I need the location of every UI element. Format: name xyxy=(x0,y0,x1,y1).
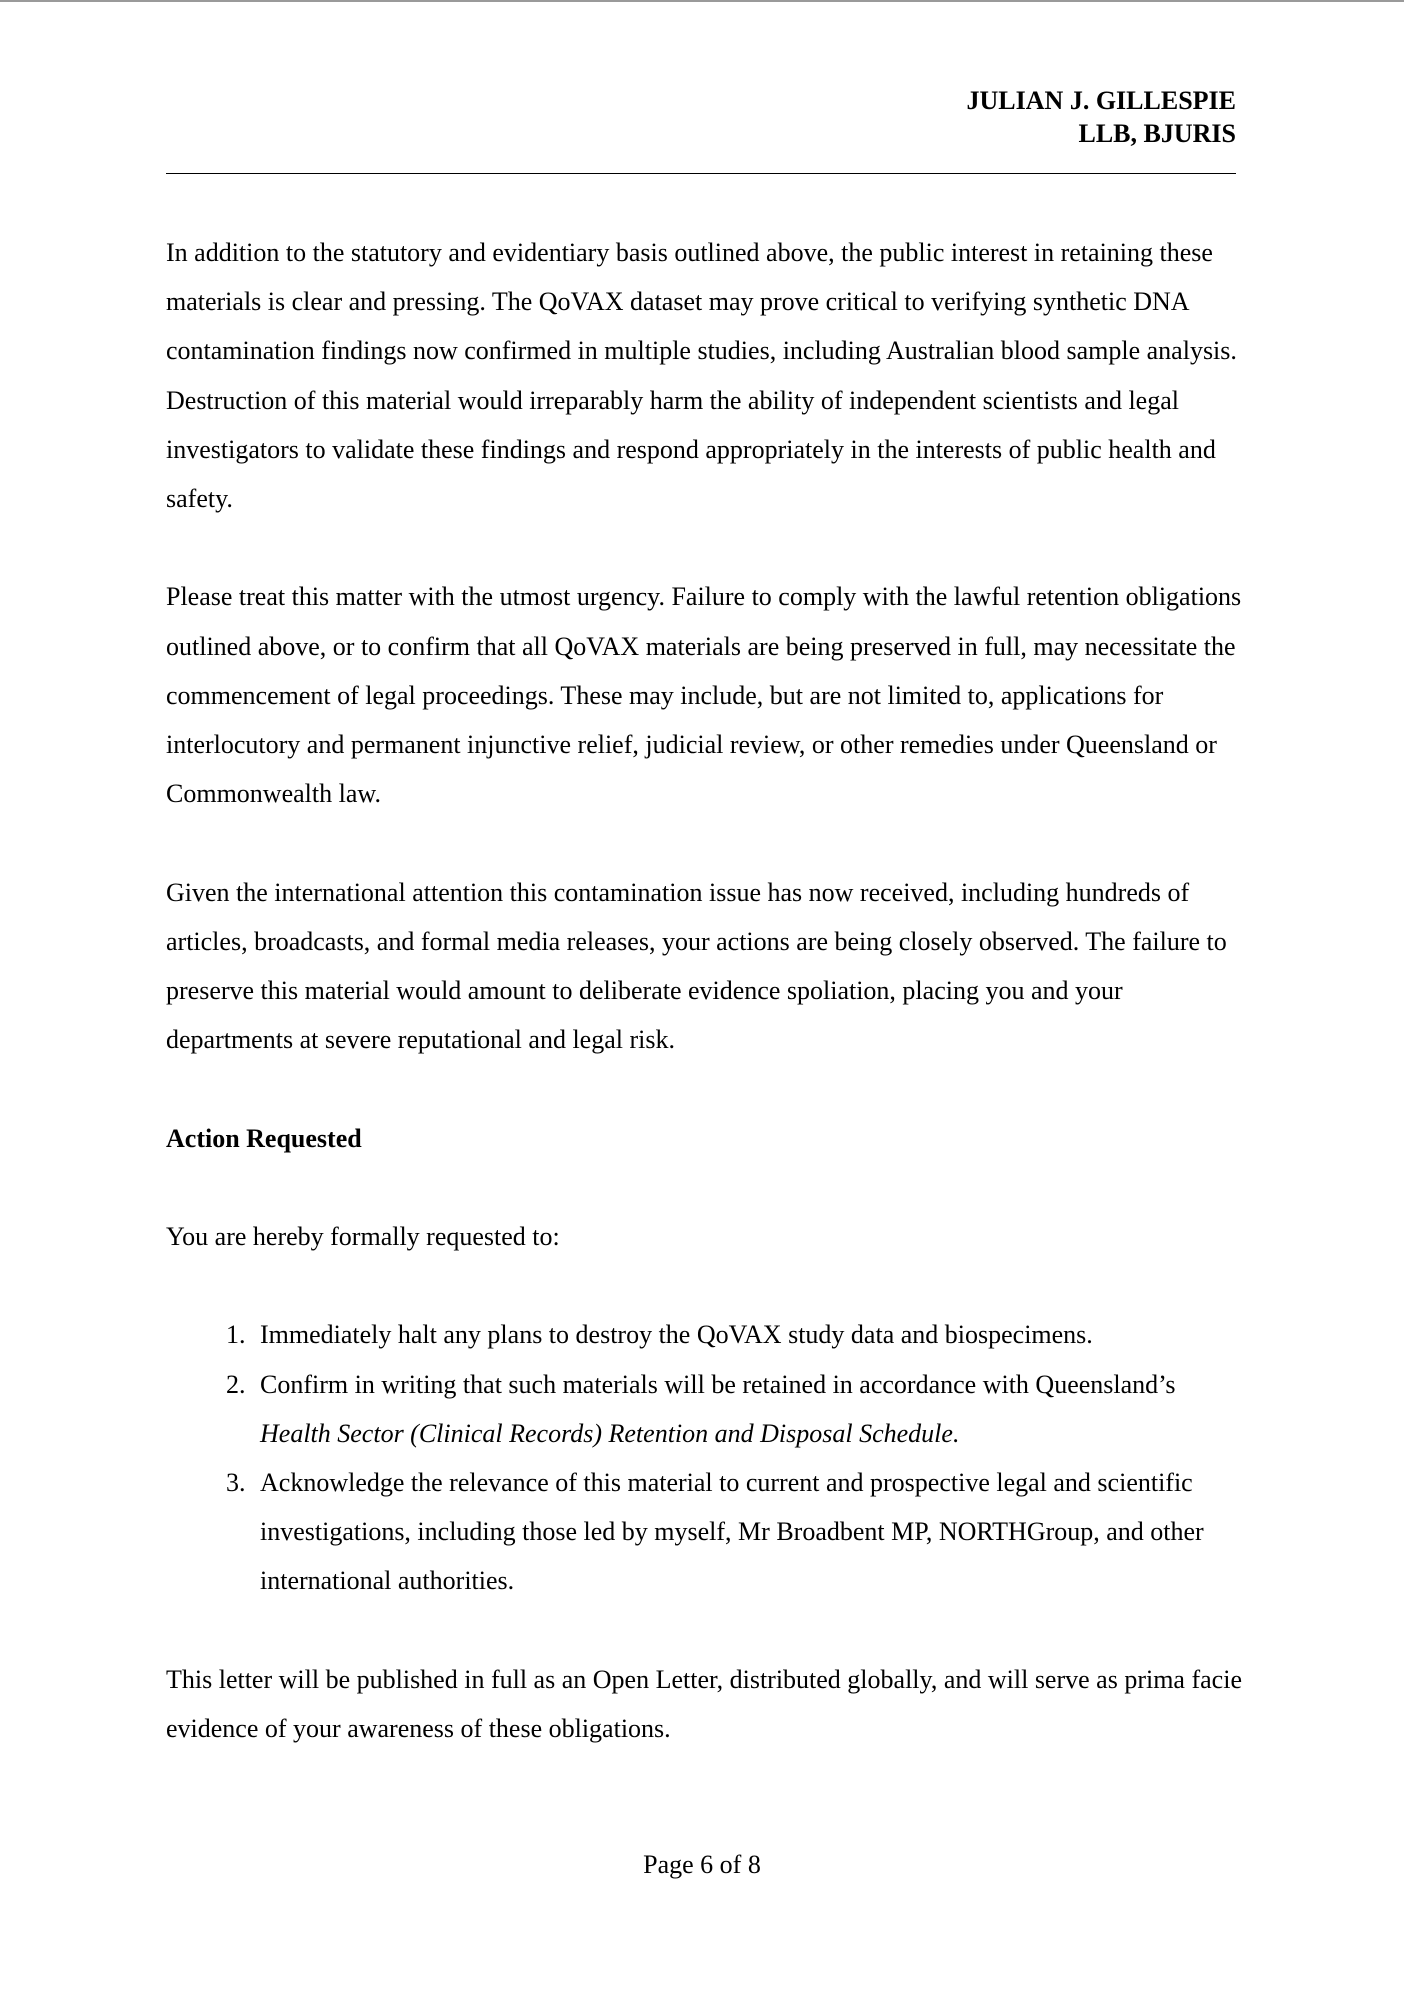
closing-paragraph: This letter will be published in full as an Open Letter, distributed globally, and will serve as prima facie evidence of your awareness of these obligations. xyxy=(166,1664,1242,1743)
schedule-title: Health Sector (Clinical Records) Retention and Disposal Schedule. xyxy=(260,1418,960,1448)
request-item-halt-destruction xyxy=(252,1310,1246,1359)
paragraph-public-interest: In addition to the statutory and evidentiary basis outlined above, the public interest in retaining these materials is clear and pressing. The QoVAX dataset may prove critical to verifying synthetic DNA contamination findings now confirmed in multiple studies, including Australian blood sample analysis. Destruction of this material would irreparably harm the ability of independent scientists and legal investigators to validate these findings and respond appropriately in the interests of public health and safety. xyxy=(166,238,1237,514)
request-intro: You are hereby formally requested to: xyxy=(166,1222,560,1251)
page-number: Page 6 of 8 xyxy=(643,1850,761,1879)
request-item-text: Immediately halt any plans to destroy the QoVAX study data and biospecimens. xyxy=(260,1320,1093,1350)
request-item-confirm-retention xyxy=(252,1360,1246,1458)
page-top-border xyxy=(0,0,1404,2)
action-requested-heading: Action Requested xyxy=(166,1123,362,1153)
paragraph-urgency: Please treat this matter with the utmost urgency. Failure to comply with the lawful retention obligations outlined above, or to confirm that all QoVAX materials are being preserved in full, may necessitate the commencement of legal proceedings. These may include, but are not limited to, applications for interlocutory and permanent injunctive relief, judicial review, or other remedies under Queensland or Commonwealth law. xyxy=(166,582,1242,809)
letterhead xyxy=(967,84,1236,150)
author-credentials: LLB, BJURIS xyxy=(1078,119,1236,148)
header-divider xyxy=(166,173,1236,174)
request-list xyxy=(166,1310,1246,1605)
letter-body xyxy=(166,228,1246,1802)
author-name: JULIAN J. GILLESPIE xyxy=(966,86,1236,115)
paragraph-international-attention: Given the international attention this contamination issue has now received, including hundreds of articles, broadcasts, and formal media releases, your actions are being closely observed. The failure to preserve this material would amount to deliberate evidence spoliation, placing you and your departments at severe reputational and legal risk. xyxy=(166,877,1227,1055)
request-item-text: Acknowledge the relevance of this material to current and prospective legal and scientific investigations, including those led by myself, Mr Broadbent MP, NORTHGroup, and other international authorities. xyxy=(260,1468,1204,1596)
request-item-acknowledge-relevance xyxy=(252,1458,1246,1606)
request-item-text: Confirm in writing that such materials will be retained in accordance with Queensland’s xyxy=(260,1369,1176,1399)
